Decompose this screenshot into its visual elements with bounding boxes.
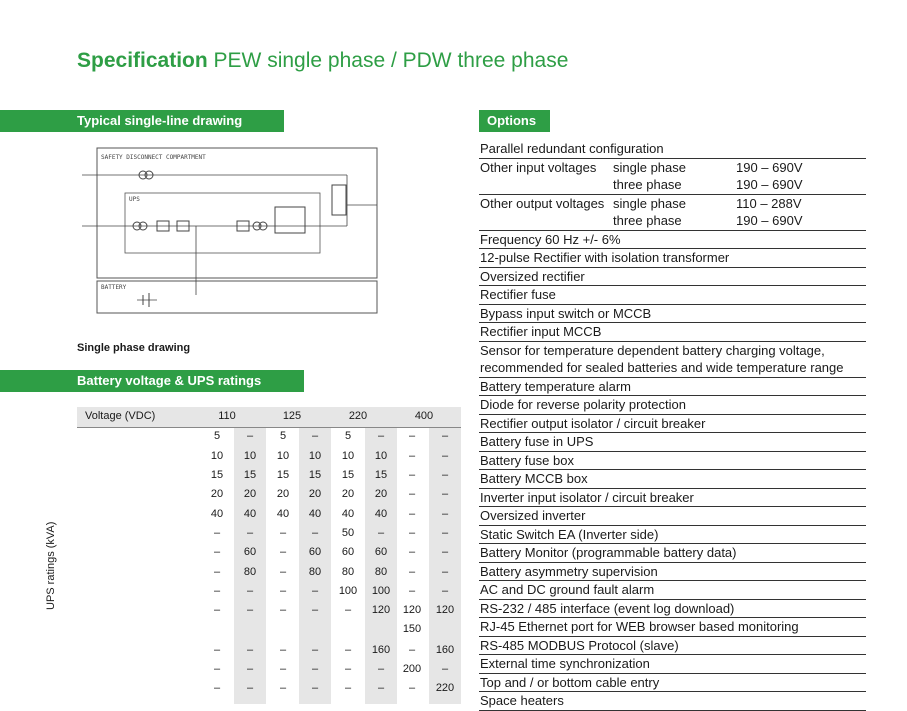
option-row xyxy=(479,286,866,305)
option-row xyxy=(479,359,866,378)
option-row xyxy=(479,674,866,693)
ratings-axis-label: UPS ratings (kVA) xyxy=(45,521,57,610)
option-row xyxy=(479,526,866,545)
rating-cell: 100 xyxy=(338,585,358,597)
rating-cell: – xyxy=(408,469,416,481)
option-label: External time synchronization xyxy=(480,656,650,671)
option-row xyxy=(479,655,866,674)
voltage-110: 110 xyxy=(218,410,236,422)
rating-cell: – xyxy=(213,644,221,656)
rating-cell: 10 xyxy=(243,450,257,462)
option-label: Battery MCCB box xyxy=(480,471,588,486)
option-label: Parallel redundant configuration xyxy=(480,141,664,156)
rating-cell: – xyxy=(441,469,449,481)
rating-cell: 40 xyxy=(210,508,224,520)
rating-cell: – xyxy=(279,682,287,694)
rating-cell: – xyxy=(246,430,254,442)
rating-cell: – xyxy=(441,527,449,539)
option-row xyxy=(479,452,866,471)
option-row xyxy=(479,618,866,637)
option-label: Rectifier fuse xyxy=(480,287,556,302)
option-row xyxy=(479,600,866,619)
option-row xyxy=(479,637,866,656)
rating-cell: – xyxy=(441,430,449,442)
rating-cell: – xyxy=(344,604,352,616)
rating-cell: – xyxy=(377,430,385,442)
rating-cell: – xyxy=(441,450,449,462)
rating-cell: 220 xyxy=(435,682,455,694)
rating-cell: – xyxy=(441,566,449,578)
rating-cell: – xyxy=(408,508,416,520)
option-phase: single phase xyxy=(613,159,686,175)
rating-cell: 15 xyxy=(374,469,388,481)
option-row xyxy=(479,581,866,600)
rating-cell: – xyxy=(408,450,416,462)
rating-cell: – xyxy=(279,566,287,578)
rating-cell: – xyxy=(213,546,221,558)
option-label: Battery asymmetry supervision xyxy=(480,563,658,579)
option-phase: three phase xyxy=(613,213,682,228)
ratings-header xyxy=(77,407,461,428)
option-row xyxy=(479,195,866,213)
option-label: Top and / or bottom cable entry xyxy=(480,674,660,690)
rating-cell: 80 xyxy=(243,566,257,578)
voltage-220: 220 xyxy=(348,410,368,422)
option-label: Sensor for temperature dependent battery charging voltage, xyxy=(480,342,825,358)
option-row xyxy=(479,305,866,324)
rating-cell: 80 xyxy=(374,566,388,578)
rating-cell: 5 xyxy=(213,430,221,442)
drawing-label-battery: BATTERY xyxy=(101,284,127,291)
rating-cell: – xyxy=(213,527,221,539)
option-row xyxy=(479,563,866,582)
rating-cell: – xyxy=(377,527,385,539)
options-list xyxy=(479,140,866,711)
option-phase: single phase xyxy=(613,195,686,211)
option-label: RS-485 MODBUS Protocol (slave) xyxy=(480,637,679,653)
option-voltage: 110 – 288V xyxy=(736,195,802,211)
rating-cell: – xyxy=(311,604,319,616)
rating-cell: 40 xyxy=(308,508,322,520)
rating-cell: 80 xyxy=(308,566,322,578)
ratings-header-label: Voltage (VDC) xyxy=(85,410,156,422)
rating-cell: – xyxy=(311,430,319,442)
rating-cell: 20 xyxy=(374,488,388,500)
option-label: Frequency 60 Hz +/- 6% xyxy=(480,231,621,247)
rating-cell: 10 xyxy=(210,450,224,462)
rating-cell: – xyxy=(311,644,319,656)
option-row xyxy=(479,396,866,415)
rating-cell: 20 xyxy=(243,488,257,500)
rating-cell: 50 xyxy=(341,527,355,539)
option-row xyxy=(479,212,866,231)
option-label: Space heaters xyxy=(480,693,564,708)
rating-cell: – xyxy=(246,585,254,597)
rating-cell: – xyxy=(279,527,287,539)
option-row xyxy=(479,507,866,526)
single-line-drawing xyxy=(77,135,387,320)
rating-cell: – xyxy=(311,585,319,597)
option-row xyxy=(479,140,866,159)
rating-cell: 40 xyxy=(276,508,290,520)
rating-cell: 15 xyxy=(341,469,355,481)
option-row xyxy=(479,433,866,452)
section-header-options: Options xyxy=(479,110,550,132)
rating-cell: – xyxy=(441,488,449,500)
rating-cell: 15 xyxy=(210,469,224,481)
option-row xyxy=(479,470,866,489)
rating-cell: 20 xyxy=(308,488,322,500)
rating-cell: 160 xyxy=(435,644,455,656)
option-row xyxy=(479,342,866,360)
rating-cell: – xyxy=(408,430,416,442)
rating-cell: – xyxy=(246,604,254,616)
rating-cell: – xyxy=(246,527,254,539)
voltage-400: 400 xyxy=(414,410,434,422)
option-label: RS-232 / 485 interface (event log download) xyxy=(480,600,735,616)
rating-cell: 5 xyxy=(344,430,352,442)
rating-cell: – xyxy=(246,663,254,675)
section-header-ratings: Battery voltage & UPS ratings xyxy=(0,370,304,392)
option-label: Other output voltages xyxy=(480,195,605,211)
rating-cell: – xyxy=(213,585,221,597)
rating-cell: – xyxy=(408,566,416,578)
rating-cell: 40 xyxy=(374,508,388,520)
rating-cell: 20 xyxy=(210,488,224,500)
rating-cell: – xyxy=(408,682,416,694)
rating-cell: – xyxy=(279,546,287,558)
rating-cell: 60 xyxy=(243,546,257,558)
rating-cell: – xyxy=(213,682,221,694)
option-row xyxy=(479,231,866,250)
option-label: Other input voltages xyxy=(480,159,597,175)
rating-cell: – xyxy=(344,644,352,656)
rating-cell: 15 xyxy=(243,469,257,481)
rating-cell: – xyxy=(408,488,416,500)
rating-cell: 60 xyxy=(374,546,388,558)
option-label: Oversized inverter xyxy=(480,508,586,523)
rating-cell: – xyxy=(408,546,416,558)
option-label: AC and DC ground fault alarm xyxy=(480,582,655,597)
option-label: Battery temperature alarm xyxy=(480,378,632,394)
rating-cell: 10 xyxy=(341,450,355,462)
option-label: recommended for sealed batteries and wide temperature range xyxy=(480,360,844,375)
rating-cell: 40 xyxy=(341,508,355,520)
rating-cell: 15 xyxy=(308,469,322,481)
rating-cell: – xyxy=(408,644,416,656)
option-row xyxy=(479,378,866,397)
option-label: Static Switch EA (Inverter side) xyxy=(480,526,659,542)
drawing-label-ups: UPS xyxy=(129,196,140,203)
rating-cell: 200 xyxy=(402,663,422,675)
rating-cell: – xyxy=(279,644,287,656)
option-row xyxy=(479,249,866,268)
rating-cell: – xyxy=(344,663,352,675)
rating-cell: – xyxy=(377,663,385,675)
rating-cell: – xyxy=(279,663,287,675)
rating-cell: 60 xyxy=(341,546,355,558)
rating-cell: – xyxy=(246,644,254,656)
rating-cell: – xyxy=(311,527,319,539)
option-voltage: 190 – 690V xyxy=(736,159,803,175)
rating-cell: – xyxy=(279,585,287,597)
rating-cell: – xyxy=(441,663,449,675)
ratings-table xyxy=(77,407,461,700)
option-row xyxy=(479,323,866,342)
option-label: Oversized rectifier xyxy=(480,268,585,284)
rating-cell: 120 xyxy=(402,604,422,616)
rating-cell: – xyxy=(441,508,449,520)
rating-cell: 100 xyxy=(371,585,391,597)
rating-cell: 10 xyxy=(308,450,322,462)
rating-cell: – xyxy=(246,682,254,694)
rating-cell: – xyxy=(279,604,287,616)
option-row xyxy=(479,268,866,287)
option-label: Battery fuse in UPS xyxy=(480,434,594,449)
option-label: Rectifier output isolator / circuit breaker xyxy=(480,415,706,431)
option-label: Bypass input switch or MCCB xyxy=(480,305,652,321)
option-label: Diode for reverse polarity protection xyxy=(480,397,686,412)
option-row xyxy=(479,489,866,508)
rating-cell: 150 xyxy=(402,623,422,635)
rating-cell: 20 xyxy=(276,488,290,500)
option-label: RJ-45 Ethernet port for WEB browser based monitoring xyxy=(480,619,799,634)
rating-cell: 40 xyxy=(243,508,257,520)
rating-cell: 60 xyxy=(308,546,322,558)
page-title: Specification PEW single phase / PDW three phase xyxy=(77,49,569,72)
option-row xyxy=(479,692,866,711)
rating-cell: 10 xyxy=(276,450,290,462)
rating-cell: 120 xyxy=(435,604,455,616)
rating-cell: 80 xyxy=(341,566,355,578)
rating-cell: – xyxy=(213,566,221,578)
rating-cell: – xyxy=(311,663,319,675)
rating-cell: 15 xyxy=(276,469,290,481)
rating-cell: 120 xyxy=(371,604,391,616)
rating-cell: 20 xyxy=(341,488,355,500)
option-label: Inverter input isolator / circuit breaker xyxy=(480,489,694,505)
rating-cell: 5 xyxy=(279,430,287,442)
option-row xyxy=(479,176,866,195)
rating-cell: – xyxy=(408,585,416,597)
option-row xyxy=(479,544,866,563)
rating-cell: – xyxy=(441,585,449,597)
rating-cell: 160 xyxy=(371,644,391,656)
option-label: Rectifier input MCCB xyxy=(480,324,602,339)
option-label: Battery fuse box xyxy=(480,452,574,468)
rating-cell: – xyxy=(344,682,352,694)
option-phase: three phase xyxy=(613,177,682,192)
rating-cell: – xyxy=(311,682,319,694)
rating-cell: – xyxy=(213,604,221,616)
rating-cell: 10 xyxy=(374,450,388,462)
voltage-125: 125 xyxy=(282,410,302,422)
option-voltage: 190 – 690V xyxy=(736,213,803,228)
option-label: Battery Monitor (programmable battery data) xyxy=(480,545,737,560)
option-label: 12-pulse Rectifier with isolation transformer xyxy=(480,250,730,265)
drawing-label-top: SAFETY DISCONNECT COMPARTMENT xyxy=(101,154,206,161)
option-voltage: 190 – 690V xyxy=(736,177,803,192)
rating-cell: – xyxy=(213,663,221,675)
rating-cell: – xyxy=(377,682,385,694)
option-row xyxy=(479,159,866,177)
rating-cell: – xyxy=(408,527,416,539)
section-header-drawing: Typical single-line drawing xyxy=(0,110,284,132)
option-row xyxy=(479,415,866,434)
rating-cell: – xyxy=(441,546,449,558)
drawing-caption: Single phase drawing xyxy=(77,342,191,354)
